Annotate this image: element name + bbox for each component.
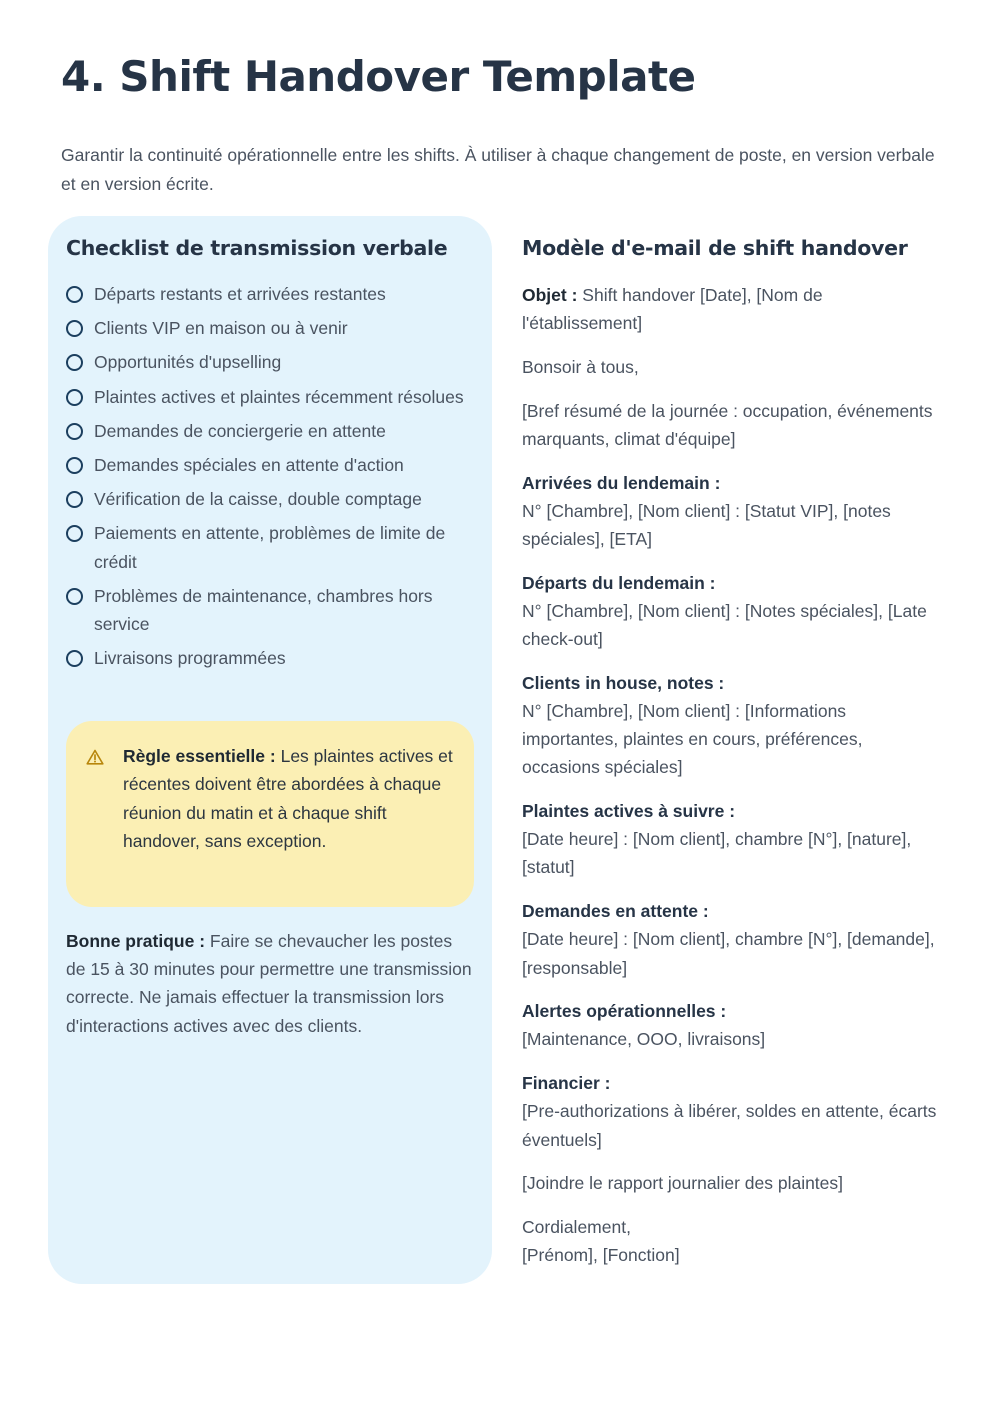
email-template [522,281,942,1285]
email-subject-label: Objet : [522,285,578,305]
checklist-item[interactable] [66,348,476,376]
checklist-item-label: Problèmes de maintenance, chambres hors service [94,585,433,635]
email-template-heading: Modèle d'e-mail de shift handover [522,236,908,260]
email-subject-text: Shift handover [Date], [Nom de l'établissement] [522,285,823,334]
email-section-text: [Date heure] : [Nom client], chambre [N°], [demande], [responsable] [522,929,935,978]
checklist-item[interactable] [66,519,476,575]
email-section-label: Alertes opérationnelles : [522,1001,727,1022]
checklist-item[interactable] [66,451,476,479]
checklist-item-label: Clients VIP en maison ou à venir [94,318,348,339]
email-section [522,797,942,882]
email-section-text: [Date heure] : [Nom client], chambre [N°], [nature], [statut] [522,829,912,878]
checkbox-circle-icon[interactable] [66,491,83,508]
warning-icon [86,749,104,765]
email-section-label: Clients in house, notes : [522,672,725,693]
checklist-item-label: Départs restants et arrivées restantes [94,284,386,304]
checklist-item-label: Opportunités d'upselling [94,352,282,373]
email-section-text: [Maintenance, OOO, livraisons] [522,1029,766,1050]
email-closing: Cordialement, [522,1216,631,1237]
email-section-text: N° [Chambre], [Nom client] : [Notes spéciales], [Late check-out] [522,600,927,650]
checkbox-circle-icon[interactable] [66,286,83,303]
essential-rule-label: Règle essentielle : [123,746,276,766]
checklist-item-label: Paiements en attente, problèmes de limite de crédit [94,523,446,572]
email-signoff [522,1213,942,1269]
checklist-item-label: Demandes spéciales en attente d'action [94,455,404,476]
essential-rule-callout [66,721,474,907]
email-greeting: Bonsoir à tous, [522,356,639,377]
email-attachment-note: [Joindre le rapport journalier des plaintes] [522,1173,844,1194]
checklist-item-label: Plaintes actives et plaintes récemment résolues [94,386,464,407]
email-section-label: Demandes en attente : [522,901,709,922]
email-section [522,1069,942,1154]
email-subject [522,281,942,337]
checkbox-circle-icon[interactable] [66,588,83,605]
checklist-item-label: Livraisons programmées [94,648,286,669]
checkbox-circle-icon[interactable] [66,354,83,371]
email-section [522,669,942,782]
checklist-item[interactable] [66,383,476,411]
email-summary: [Bref résumé de la journée : occupation, événements marquants, climat d'équipe] [522,400,933,449]
checklist-item[interactable] [66,314,476,342]
email-signature: [Prénom], [Fonction] [522,1245,680,1266]
checkbox-circle-icon[interactable] [66,525,83,542]
checklist-heading: Checklist de transmission verbale [66,236,448,260]
email-section-text: N° [Chambre], [Nom client] : [Informations importantes, plaintes en cours, préférences, occasions spéciales] [522,700,863,778]
essential-rule-body: Les plaintes actives et récentes doivent être abordées à chaque réunion du matin et à chaque shift handover, sans exception. [123,746,453,852]
email-section-text: [Pre-authorizations à libérer, soldes en attente, écarts éventuels] [522,1101,937,1150]
checklist-item[interactable] [66,582,476,638]
checkbox-circle-icon[interactable] [66,457,83,474]
checklist-item[interactable] [66,485,476,513]
email-section [522,569,942,654]
checklist-item-label: Demandes de conciergerie en attente [94,420,386,441]
best-practice-note [66,927,476,1040]
checkbox-circle-icon[interactable] [66,423,83,440]
email-section [522,469,942,554]
checklist-item[interactable] [66,644,476,672]
checkbox-circle-icon[interactable] [66,320,83,337]
page-title: 4. Shift Handover Template [61,52,696,101]
checklist-item-label: Vérification de la caisse, double comptage [94,489,422,510]
checklist [66,280,476,678]
checklist-item[interactable] [66,417,476,445]
checklist-item[interactable] [66,280,476,308]
email-section [522,997,942,1053]
best-practice-label: Bonne pratique : [66,931,206,951]
intro-paragraph: Garantir la continuité opérationnelle entre les shifts. À utiliser à chaque changement de poste, en version verbale et en version écrite. [61,145,935,194]
email-section-text: N° [Chambre], [Nom client] : [Statut VIP], [notes spéciales], [ETA] [522,500,891,549]
checkbox-circle-icon[interactable] [66,389,83,406]
email-section-label: Plaintes actives à suivre : [522,801,736,822]
best-practice-body: Faire se chevaucher les postes de 15 à 30 minutes pour permettre une transmission correcte. Ne jamais effectuer la transmission lors d'interactions actives avec des clients. [66,931,472,1036]
email-section-label: Financier : [522,1073,611,1094]
checkbox-circle-icon[interactable] [66,650,83,667]
email-section-label: Arrivées du lendemain : [522,472,721,493]
email-section-label: Départs du lendemain : [522,572,716,593]
email-section [522,897,942,982]
essential-rule-text [123,742,458,856]
